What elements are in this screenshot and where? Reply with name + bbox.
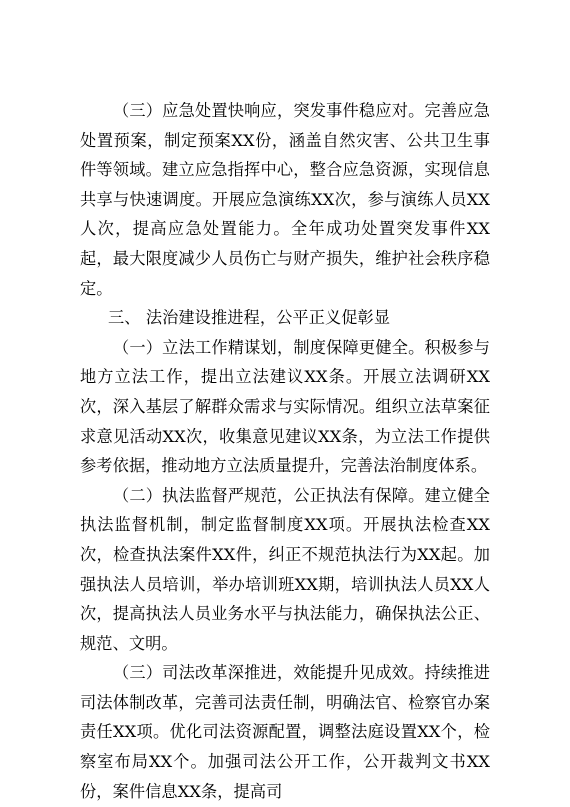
paragraph-judicial-reform: （三）司法改革深推进，效能提升见成效。持续推进司法体制改革，完善司法责任制，明确法官、检察官办案责任XX项。优化司法资源配置，调整法庭设置XX个，检察室布局XX个。加强司法公开工作，公开裁判文书XX份，案件信息XX条，提高司 <box>80 663 490 801</box>
section-heading-rule-of-law: 三、 法治建设推进程，公平正义促彰显 <box>108 308 391 328</box>
paragraph-law-enforcement-supervision: （二）执法监督严规范，公正执法有保障。建立健全执法监督机制，制定监督制度XX项。开展执法检查XX次，检查执法案件XX件，纠正不规范执法行为XX起。加强执法人员培训，举办培训班XX期，培训执法人员XX人次，提高执法人员业务水平与执法能力，确保执法公正、规范、文明。 <box>80 485 490 653</box>
document-body <box>80 96 490 806</box>
paragraph-legislation: （一）立法工作精谋划，制度保障更健全。积极参与地方立法工作，提出立法建议XX条。开展立法调研XX次，深入基层了解群众需求与实际情况。组织立法草案征求意见活动XX次，收集意见建议XX条，为立法工作提供参考依据，推动地方立法质量提升，完善法治制度体系。 <box>80 337 490 476</box>
paragraph-emergency-response: （三）应急处置快响应，突发事件稳应对。完善应急处置预案，制定预案XX份，涵盖自然灾害、公共卫生事件等领域。建立应急指挥中心，整合应急资源，实现信息共享与快速调度。开展应急演练XX次，参与演练人员XX人次，提高应急处置能力。全年成功处置突发事件XX起，最大限度减少人员伤亡与财产损失，维护社会秩序稳定。 <box>80 101 490 298</box>
